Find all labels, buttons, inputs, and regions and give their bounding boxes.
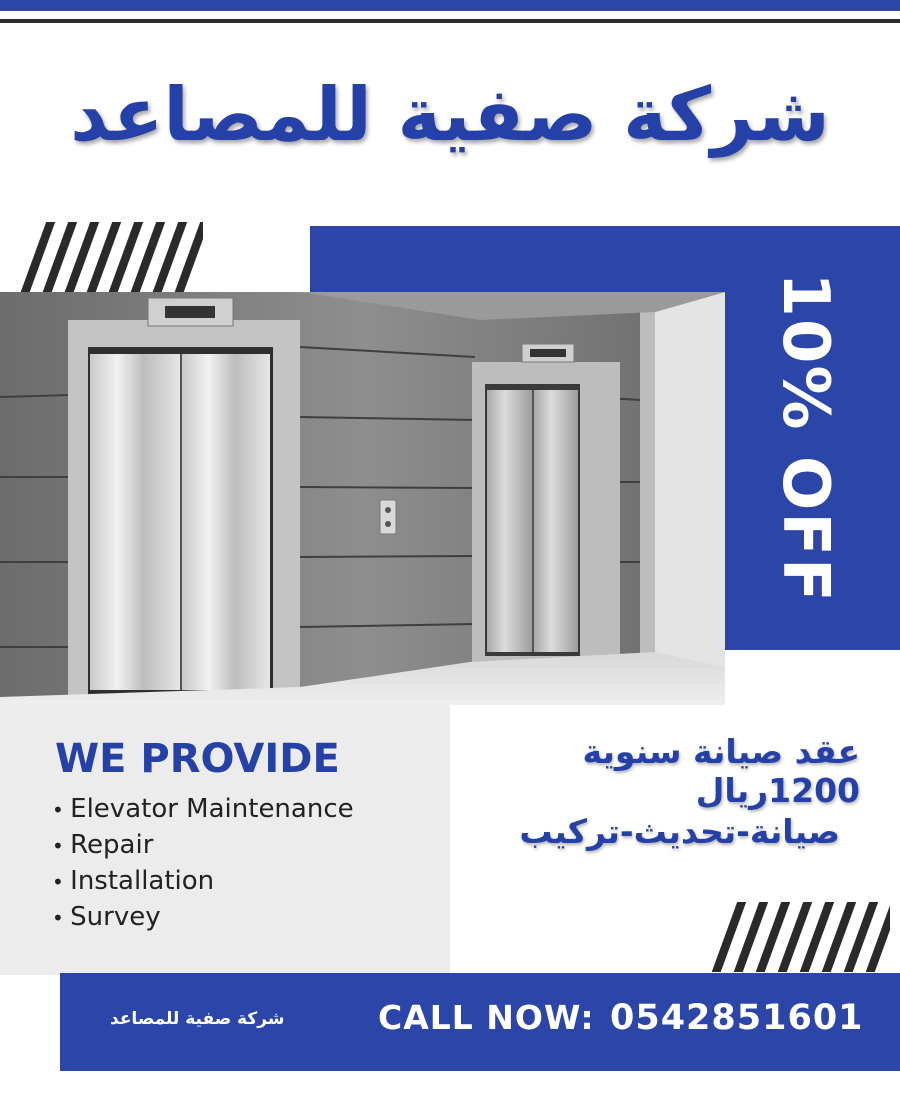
top-divider-line — [0, 19, 900, 23]
company-title: شركة صفية للمصاعد — [70, 72, 830, 158]
service-item: • Survey — [52, 900, 354, 936]
elevator-lobby-illustration — [0, 292, 725, 705]
elevator-photo — [0, 292, 725, 705]
call-now-label: CALL NOW: — [378, 998, 595, 1037]
annual-contract-offer: عقد صيانة سنوية 1200ريال — [582, 732, 860, 810]
discount-text: 10% OFF — [768, 272, 842, 604]
footer-company-name: شركة صفية للمصاعد — [110, 1009, 285, 1029]
service-item: • Repair — [52, 828, 354, 864]
service-item: • Installation — [52, 864, 354, 900]
top-accent-bar — [0, 0, 900, 11]
services-list — [52, 792, 354, 936]
decorative-stripes-top — [18, 222, 203, 294]
services-arabic: صيانة-تحديث-تركيب — [519, 812, 840, 851]
phone-number[interactable]: 0542851601 — [610, 998, 864, 1038]
service-item: • Elevator Maintenance — [52, 792, 354, 828]
services-title: WE PROVIDE — [55, 736, 340, 782]
decorative-stripes-bottom — [705, 902, 890, 972]
